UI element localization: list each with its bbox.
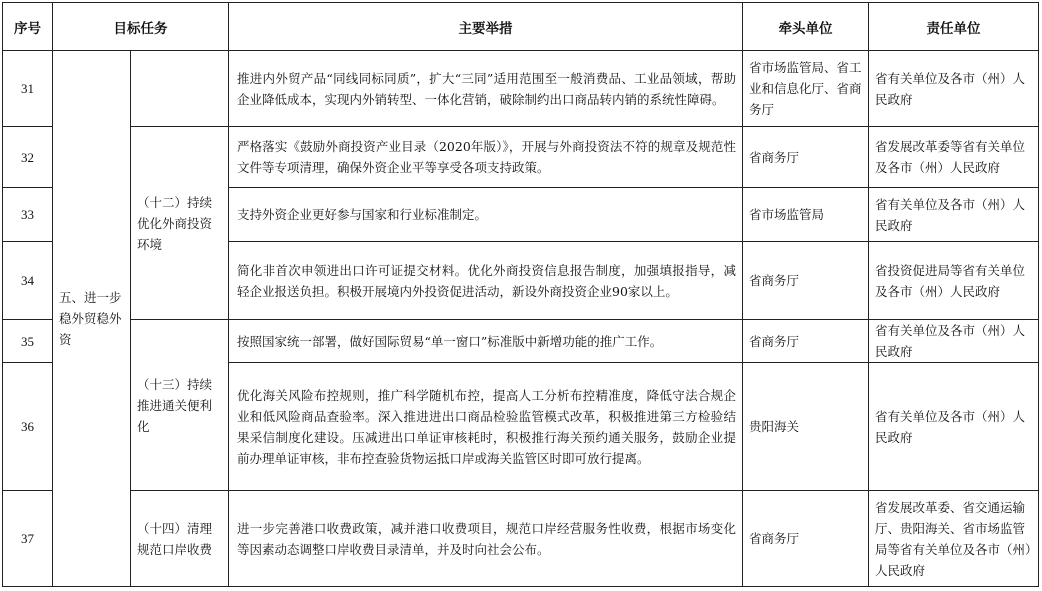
row-number: 33 [3, 188, 53, 242]
task-table [2, 2, 1039, 587]
header-lead: 牵头单位 [743, 3, 869, 51]
measure-cell: 推进内外贸产品“同线同标同质”，扩大“三同”适用范围至一般消费品、工业品领域，帮助企业降低成本，实现内外销转型、一体化营销，破除制约出口商品转内销的系统性障碍。 [229, 51, 743, 127]
table-row [3, 491, 1039, 587]
header-responsible: 责任单位 [869, 3, 1039, 51]
header-measure: 主要举措 [229, 3, 743, 51]
subtask-cell-14: （十四）清理规范口岸收费 [131, 491, 229, 587]
header-seq: 序号 [3, 3, 53, 51]
measure-cell: 进一步完善港口收费政策，减并港口收费项目，规范口岸经营服务性收费，根据市场变化等因素动态调整口岸收费目录清单，并及时向社会公布。 [229, 491, 743, 587]
table-row [3, 51, 1039, 127]
lead-unit-cell: 省市场监管局 [743, 188, 869, 242]
measure-cell: 严格落实《鼓励外商投资产业目录（2020年版）》，开展与外商投资法不符的规章及规范性文件等专项清理，确保外资企业平等享受各项支持政策。 [229, 127, 743, 188]
row-number: 36 [3, 363, 53, 491]
header-target: 目标任务 [53, 3, 229, 51]
lead-unit-cell: 省商务厅 [743, 491, 869, 587]
responsible-unit-cell: 省有关单位及各市（州）人民政府 [869, 51, 1039, 127]
row-number: 37 [3, 491, 53, 587]
row-number: 31 [3, 51, 53, 127]
table-header-row [3, 3, 1039, 51]
subtask-cell-13: （十三）持续推进通关便利化 [131, 320, 229, 491]
responsible-unit-cell: 省发展改革委等省有关单位及各市（州）人民政府 [869, 127, 1039, 188]
subtask-cell-12: （十二）持续优化外商投资环境 [131, 127, 229, 320]
subtask-cell-empty [131, 51, 229, 127]
measure-cell: 简化非首次申领进出口许可证提交材料。优化外商投资信息报告制度，加强填报指导，减轻企业报送负担。积极开展境内外投资促进活动，新设外商投资企业90家以上。 [229, 242, 743, 320]
lead-unit-cell: 贵阳海关 [743, 363, 869, 491]
row-number: 32 [3, 127, 53, 188]
measure-cell: 优化海关风险布控规则，推广科学随机布控，提高人工分析布控精准度，降低守法合规企业和低风险商品查验率。深入推进进出口商品检验监管模式改革，积极推进第三方检验结果采信制度化建设。压减进出口单证审核耗时，积极推行海关预约通关服务，鼓励企业提前办理单证审核，非布控查验货物运抵口岸或海关监管区时即可放行提离。 [229, 363, 743, 491]
lead-unit-cell: 省商务厅 [743, 242, 869, 320]
lead-unit-cell: 省商务厅 [743, 320, 869, 363]
responsible-unit-cell: 省有关单位及各市（州）人民政府 [869, 320, 1039, 363]
responsible-unit-cell: 省发展改革委、省交通运输厅、贵阳海关、省市场监管局等省有关单位及各市（州）人民政府 [869, 491, 1039, 587]
row-number: 34 [3, 242, 53, 320]
row-number: 35 [3, 320, 53, 363]
table-row [3, 320, 1039, 363]
table-row [3, 127, 1039, 188]
measure-cell: 按照国家统一部署，做好国际贸易“单一窗口”标准版中新增功能的推广工作。 [229, 320, 743, 363]
category-cell: 五、进一步稳外贸稳外资 [53, 51, 131, 587]
lead-unit-cell: 省商务厅 [743, 127, 869, 188]
measure-cell: 支持外资企业更好参与国家和行业标准制定。 [229, 188, 743, 242]
responsible-unit-cell: 省投资促进局等省有关单位及各市（州）人民政府 [869, 242, 1039, 320]
responsible-unit-cell: 省有关单位及各市（州）人民政府 [869, 363, 1039, 491]
lead-unit-cell: 省市场监管局、省工业和信息化厅、省商务厅 [743, 51, 869, 127]
responsible-unit-cell: 省有关单位及各市（州）人民政府 [869, 188, 1039, 242]
